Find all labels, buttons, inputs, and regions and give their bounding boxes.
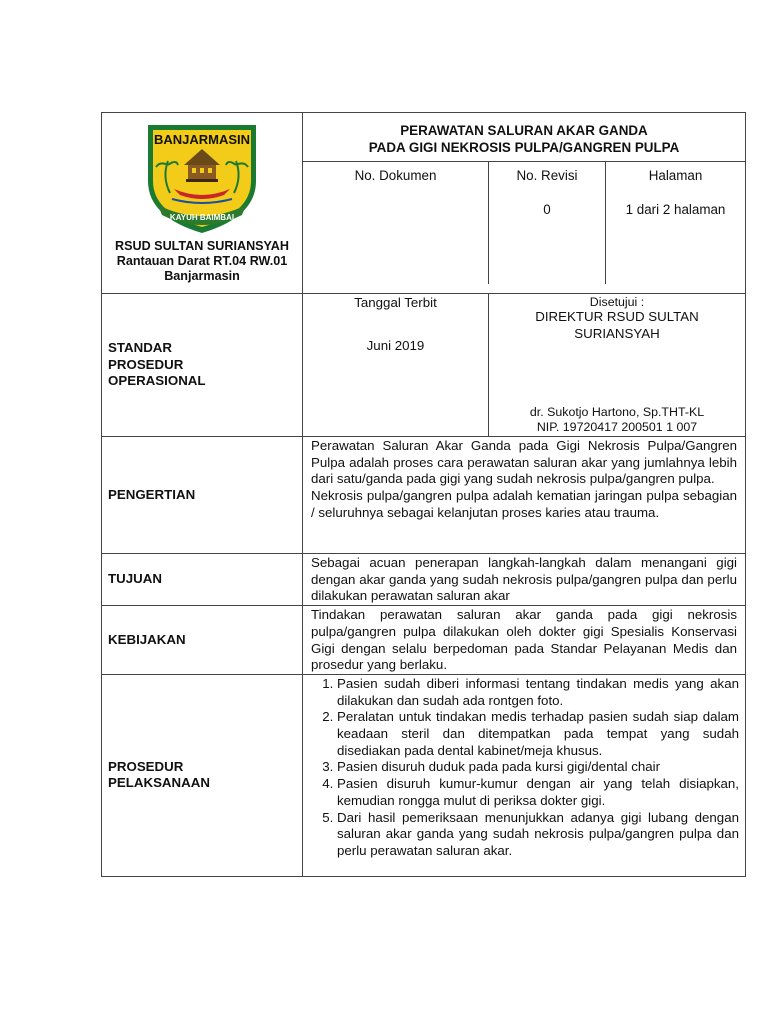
issue-date-col [303,294,489,436]
hospital-name: RSUD SULTAN SURIANSYAH [115,239,289,253]
procedure-step: 5. Dari hasil pemeriksaan menunjukkan adanya gigi lubang dengan saluran akar ganda yang sudah nekrosis pulpa/gangren pulpa dan perlu perawatan saluran akar. [337,810,739,860]
revision-col [488,162,605,284]
pengertian-content [303,437,746,554]
document-meta [303,161,745,284]
revision-value: 0 [543,201,551,217]
page-value: 1 dari 2 halaman [625,201,726,217]
sop-label-line-2: PROSEDUR [108,356,184,372]
header-row [102,113,746,294]
prosedur-label-line-1: PROSEDUR [108,758,184,774]
approver-signature-block [489,405,745,435]
sop-label-line-1: STANDAR [108,339,173,355]
logo-cell [102,113,303,294]
prosedur-label-cell [102,674,303,876]
prosedur-row [102,674,746,876]
procedure-step: 2. Peralatan untuk tindakan medis terhadap pasien sudah siap dalam keadaan steril dan ditempatkan pada tempat yang sudah disediakan pada dental kabinet/meja khusus. [337,709,739,759]
kebijakan-row [102,606,746,675]
doc-number-col [303,162,488,284]
sop-row [102,294,746,437]
tujuan-content: Sebagai acuan penerapan langkah-langkah dalam menangani gigi dengan akar ganda yang sudah nekrosis pulpa/gangren pulpa dan perlu dilakukan perawatan saluran akar [303,554,746,606]
approval-col [489,294,745,436]
title-line-1: PERAWATAN SALURAN AKAR GANDA [400,123,648,138]
header-right-cell [303,113,746,294]
issue-date-label: Tanggal Terbit [354,295,437,310]
procedure-steps [303,676,739,860]
document-title [303,113,745,161]
doc-number-label: No. Dokumen [354,168,437,183]
tujuan-label: TUJUAN [102,554,303,606]
procedure-step: 3. Pasien disuruh duduk pada pada kursi gigi/dental chair [337,759,739,776]
sop-label-line-3: OPERASIONAL [108,373,206,389]
approver-nip: NIP. 19720417 200501 1 007 [536,420,698,434]
approver-title-line-1: DIREKTUR RSUD SULTAN [535,309,699,324]
hospital-city: Banjarmasin [164,269,240,284]
pengertian-paragraph-1: Perawatan Saluran Akar Ganda pada Gigi Nekrosis Pulpa/Gangren Pulpa adalah proses cara perawatan saluran akar yang jumlahnya lebih dari satu/ganda pada gigi yang sudah nekrosis pulpa/gangren pulpa. [311,438,737,487]
kebijakan-content: Tindakan perawatan saluran akar ganda pada gigi nekrosis pulpa/gangren pulpa dilakukan oleh dokter gigi Spesialis Konservasi Gigi dengan selalu berpedoman pada Standar Pelayanan Medis dan prosedur yang berlaku. [303,606,746,675]
page-col [605,162,745,284]
logo-bottom-text: KAYUH BAIMBAI [169,213,235,222]
hospital-block [102,237,302,285]
sop-table [101,112,746,877]
issue-date-value: Juni 2019 [366,337,425,353]
approved-label: Disetujui : [589,295,645,309]
page-label: Halaman [648,168,703,183]
hospital-address: Rantauan Darat RT.04 RW.01 [116,254,288,269]
approver-name: dr. Sukotjo Hartono, Sp.THT-KL [529,405,705,419]
pengertian-paragraph-2: Nekrosis pulpa/gangren pulpa adalah kematian jaringan pulpa sebagian / seluruhnya sebagai kelanjutan proses karies atau trauma. [311,488,737,520]
approver-title-line-2: SURIANSYAH [574,325,660,341]
kebijakan-label: KEBIJAKAN [102,606,303,675]
prosedur-label-line-2: PELAKSANAAN [108,775,210,791]
sop-info-cell [303,294,746,437]
banjarmasin-emblem-icon [142,119,262,237]
pengertian-label: PENGERTIAN [102,437,303,554]
tujuan-row [102,554,746,606]
prosedur-content [303,674,746,876]
logo-top-text: BANJARMASIN [153,132,251,147]
revision-label: No. Revisi [516,168,578,183]
procedure-step: 4. Pasien disuruh kumur-kumur dengan air yang telah disiapkan, kemudian rongga mulut di periksa dokter gigi. [337,776,739,809]
procedure-step: 1. Pasien sudah diberi informasi tentang tindakan medis yang akan dilakukan dan sudah ada rontgen foto. [337,676,739,709]
sop-label-cell [102,294,303,437]
title-line-2: PADA GIGI NEKROSIS PULPA/GANGREN PULPA [368,140,680,155]
pengertian-row [102,437,746,554]
